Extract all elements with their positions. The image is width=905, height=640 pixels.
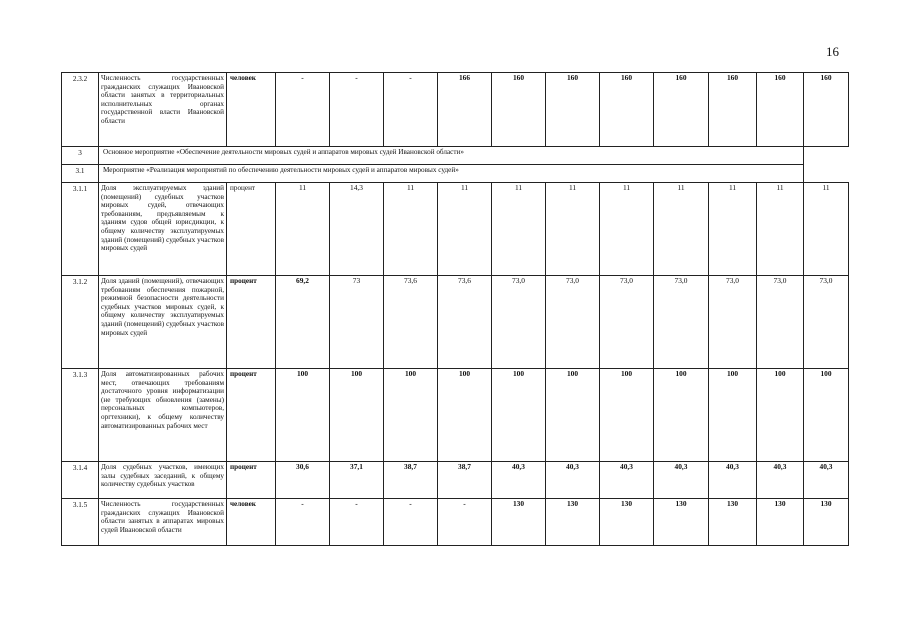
value-cell: 11 xyxy=(546,183,600,276)
value-cell: 73,6 xyxy=(438,276,492,369)
section-title: Мероприятие «Реализация мероприятий по обеспечению деятельности мировых судей и аппаратов мировых судей» xyxy=(99,165,804,183)
table-row xyxy=(62,73,849,147)
value-cell: 100 xyxy=(709,369,757,462)
row-code: 3.1.1 xyxy=(62,183,99,276)
value-cell: 11 xyxy=(384,183,438,276)
row-description: Численность государственных гражданских служащих Ивановской области занятых в территориальных исполнительных органах государственной власти Ивановской области xyxy=(99,73,227,147)
value-cell: - xyxy=(384,499,438,546)
value-cell: - xyxy=(276,73,330,147)
row-description: Доля зданий (помещений), отвечающих требованиям обеспечения пожарной, режимной безопасности деятельности судебных участков мировых судей, к общему количеству эксплуатируемых зданий (помещений) судебных участков мировых судей xyxy=(99,276,227,369)
table-row xyxy=(62,165,849,183)
value-cell: 160 xyxy=(654,73,709,147)
value-cell: 11 xyxy=(276,183,330,276)
value-cell: 11 xyxy=(438,183,492,276)
value-cell: 160 xyxy=(757,73,804,147)
value-cell: 73 xyxy=(330,276,384,369)
value-cell: 38,7 xyxy=(438,462,492,499)
value-cell: 73,0 xyxy=(804,276,849,369)
value-cell: 160 xyxy=(546,73,600,147)
value-cell: 69,2 xyxy=(276,276,330,369)
value-cell: - xyxy=(330,499,384,546)
value-cell: 73,0 xyxy=(709,276,757,369)
value-cell: 100 xyxy=(330,369,384,462)
value-cell: 11 xyxy=(654,183,709,276)
value-cell: 73,0 xyxy=(492,276,546,369)
row-code: 3.1.2 xyxy=(62,276,99,369)
row-unit: процент xyxy=(227,183,276,276)
row-code: 3.1 xyxy=(62,165,99,183)
value-cell: 40,3 xyxy=(546,462,600,499)
page-number: 16 xyxy=(826,44,839,59)
value-cell: 73,0 xyxy=(654,276,709,369)
table-row xyxy=(62,369,849,462)
value-cell: 11 xyxy=(492,183,546,276)
value-cell: 11 xyxy=(709,183,757,276)
value-cell: 100 xyxy=(804,369,849,462)
row-description: Доля эксплуатируемых зданий (помещений) судебных участков мировых судей, отвечающих требованиям, предъявляемым к зданиям судов общей юрисдикции, к общему количеству эксплуатируемых зданий (помещений) судебных участков мировых судей xyxy=(99,183,227,276)
value-cell: 100 xyxy=(654,369,709,462)
section-title: Основное мероприятие «Обеспечение деятельности мировых судей и аппаратов мировых судей Ивановской области» xyxy=(99,147,804,165)
value-cell: - xyxy=(438,499,492,546)
value-cell: 130 xyxy=(804,499,849,546)
value-cell: 100 xyxy=(492,369,546,462)
value-cell: 100 xyxy=(546,369,600,462)
value-cell: 73,0 xyxy=(757,276,804,369)
value-cell: 166 xyxy=(438,73,492,147)
value-cell: - xyxy=(384,73,438,147)
value-cell: 130 xyxy=(492,499,546,546)
value-cell: 40,3 xyxy=(492,462,546,499)
value-cell: 130 xyxy=(757,499,804,546)
value-cell: 160 xyxy=(492,73,546,147)
value-cell: 100 xyxy=(276,369,330,462)
value-cell: 11 xyxy=(804,183,849,276)
value-cell: - xyxy=(330,73,384,147)
row-code: 3.1.5 xyxy=(62,499,99,546)
value-cell: 37,1 xyxy=(330,462,384,499)
row-code: 3 xyxy=(62,147,99,165)
value-cell: 40,3 xyxy=(804,462,849,499)
table-row xyxy=(62,462,849,499)
row-code: 3.1.4 xyxy=(62,462,99,499)
table-row xyxy=(62,183,849,276)
value-cell: 73,0 xyxy=(546,276,600,369)
row-description: Численность государственных гражданских служащих Ивановской области занятых в аппаратах мировых судей Ивановской области xyxy=(99,499,227,546)
row-unit: процент xyxy=(227,462,276,499)
row-description: Доля автоматизированных рабочих мест, отвечающих требованиям достаточного уровня информатизации (не требующих обновления (замены) персональных компьютеров, оргтехники), к общему количеству автоматизированных рабочих мест xyxy=(99,369,227,462)
value-cell: 160 xyxy=(709,73,757,147)
table-row xyxy=(62,499,849,546)
value-cell: 100 xyxy=(384,369,438,462)
row-code: 3.1.3 xyxy=(62,369,99,462)
value-cell: 38,7 xyxy=(384,462,438,499)
value-cell: 40,3 xyxy=(709,462,757,499)
table-row xyxy=(62,276,849,369)
row-code: 2.3.2 xyxy=(62,73,99,147)
value-cell: 130 xyxy=(600,499,654,546)
value-cell: 130 xyxy=(654,499,709,546)
value-cell: - xyxy=(276,499,330,546)
row-unit: процент xyxy=(227,276,276,369)
row-unit: человек xyxy=(227,499,276,546)
row-unit: процент xyxy=(227,369,276,462)
value-cell: 73,6 xyxy=(384,276,438,369)
value-cell: 30,6 xyxy=(276,462,330,499)
indicator-table xyxy=(61,72,849,546)
value-cell: 11 xyxy=(600,183,654,276)
table-row xyxy=(62,147,849,165)
value-cell: 40,3 xyxy=(654,462,709,499)
value-cell: 73,0 xyxy=(600,276,654,369)
value-cell: 100 xyxy=(600,369,654,462)
row-unit: человек xyxy=(227,73,276,147)
value-cell: 130 xyxy=(546,499,600,546)
row-description: Доля судебных участков, имеющих залы судебных заседаний, к общему количеству судебных участков xyxy=(99,462,227,499)
value-cell: 160 xyxy=(804,73,849,147)
value-cell: 40,3 xyxy=(757,462,804,499)
value-cell: 100 xyxy=(438,369,492,462)
value-cell: 11 xyxy=(757,183,804,276)
value-cell: 130 xyxy=(709,499,757,546)
value-cell: 40,3 xyxy=(600,462,654,499)
value-cell: 100 xyxy=(757,369,804,462)
value-cell: 14,3 xyxy=(330,183,384,276)
value-cell: 160 xyxy=(600,73,654,147)
